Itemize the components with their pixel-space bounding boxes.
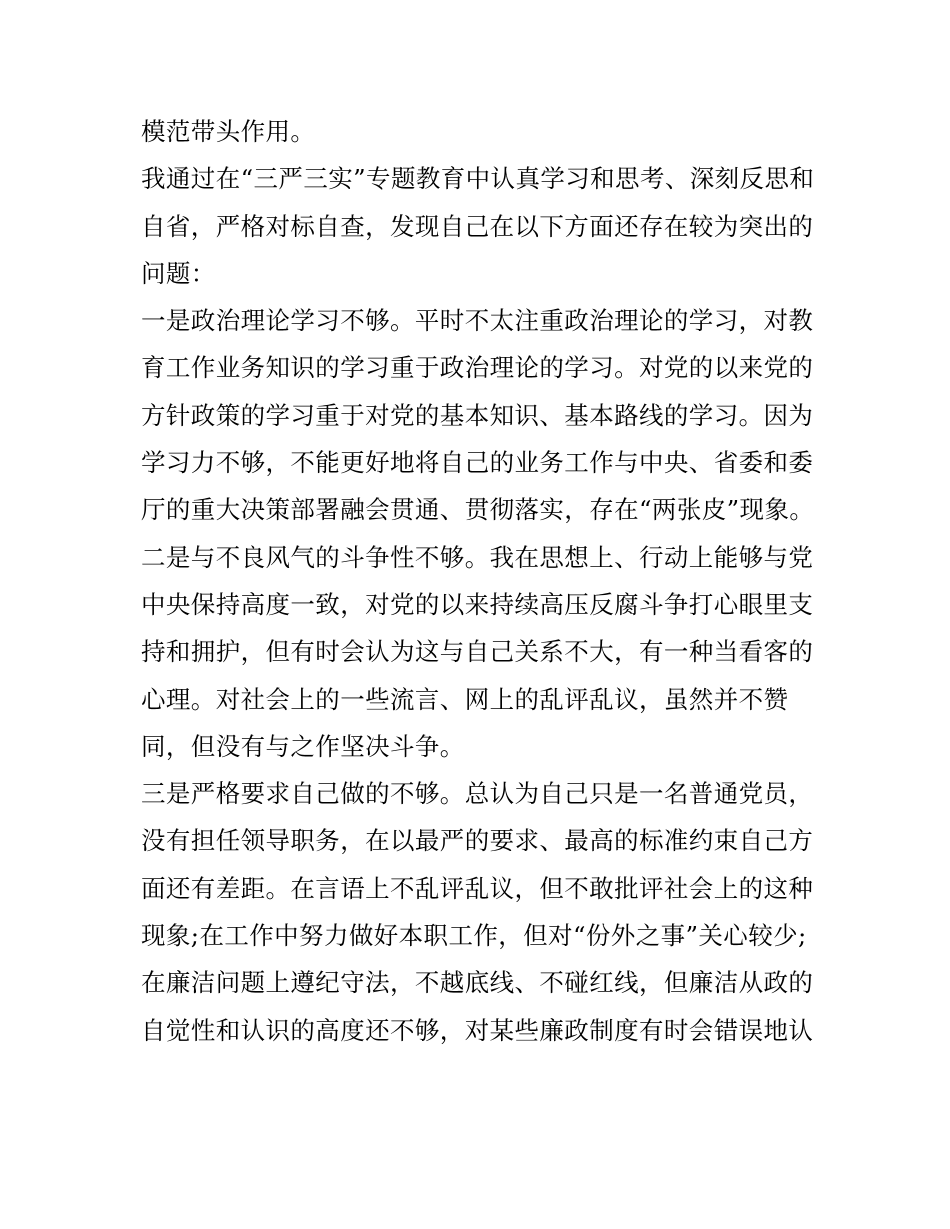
document-body — [141, 108, 816, 1054]
text-line: 一是政治理论学习不够。平时不太注重政治理论的学习，对教 — [141, 306, 814, 336]
text-line: 育工作业务知识的学习重于政治理论的学习。对党的以来党的 — [141, 353, 814, 383]
text-line: 厅的重大决策部署融会贯通、贯彻落实，存在“两张皮”现象。 — [141, 495, 815, 525]
text-line: 自觉性和认识的高度还不够，对某些廉政制度有时会错误地认 — [141, 1015, 814, 1045]
text-line: 自省，严格对标自查，发现自己在以下方面还存在较为突出的 — [141, 211, 814, 241]
text-line: 模范带头作用。 — [141, 117, 316, 146]
text-line: 二是与不良风气的斗争性不够。我在思想上、行动上能够与党 — [141, 542, 814, 572]
text-line: 心理。对社会上的一些流言、网上的乱评乱议，虽然并不赞 — [141, 684, 789, 714]
text-line: 中央保持高度一致，对党的以来持续高压反腐斗争打心眼里支 — [141, 589, 814, 619]
text-line: 在廉洁问题上遵纪守法，不越底线、不碰红线，但廉洁从政的 — [141, 968, 814, 998]
text-line: 现象;在工作中努力做好本职工作，但对“份外之事”关心较少; — [141, 921, 807, 951]
text-line: 方针政策的学习重于对党的基本知识、基本路线的学习。因为 — [141, 400, 814, 430]
text-line: 持和拥护，但有时会认为这与自己关系不大，有一种当看客的 — [141, 637, 814, 667]
text-line: 没有担任领导职务，在以最严的要求、最高的标准约束自己方 — [141, 826, 814, 856]
text-line: 面还有差距。在言语上不乱评乱议，但不敢批评社会上的这种 — [141, 873, 814, 903]
text-line: 同，但没有与之作坚决斗争。 — [141, 731, 465, 761]
text-line: 学习力不够，不能更好地将自己的业务工作与中央、省委和委 — [141, 448, 814, 478]
text-line: 问题： — [141, 258, 216, 288]
text-line: 三是严格要求自己做的不够。总认为自己只是一名普通党员， — [141, 779, 814, 809]
text-line: 我通过在“三严三实”专题教育中认真学习和思考、深刻反思和 — [141, 164, 815, 194]
